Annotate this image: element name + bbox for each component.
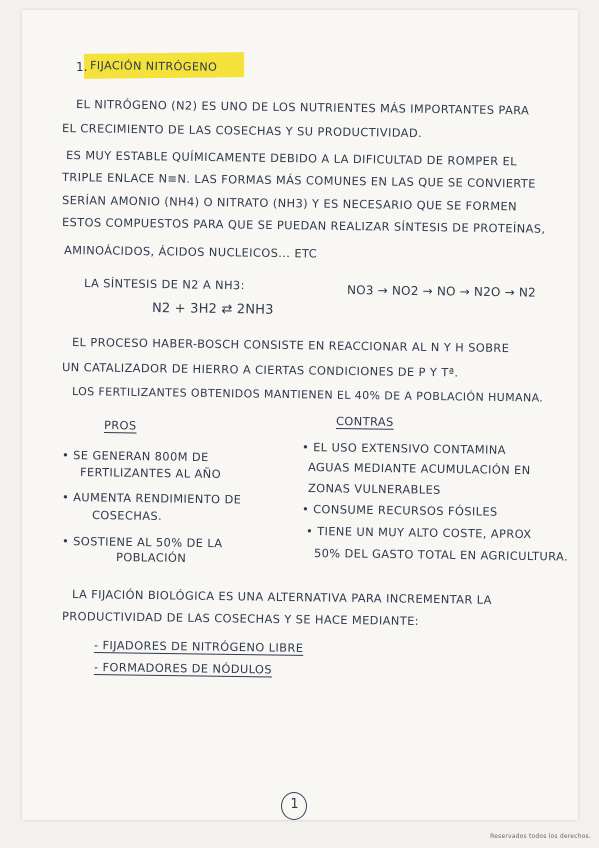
paragraph-1-line-2: EL CRECIMIENTO DE LAS COSECHAS Y SU PRODUCTIVIDAD. — [61, 121, 423, 141]
method-item-2: - FORMADORES DE NÓDULOS — [93, 660, 273, 677]
contras-item-2-line-1: • CONSUME RECURSOS FÓSILES — [301, 502, 498, 519]
pros-item-1-line-2: FERTILIZANTES AL AÑO — [79, 465, 222, 481]
pros-item-1-line-1: • SE GENERAN 800M DE — [61, 448, 209, 465]
contras-heading: CONTRAS — [335, 414, 394, 429]
paragraph-2-line-1: ES MUY ESTABLE QUÍMICAMENTE DEBIDO A LA DIFICULTAD DE ROMPER EL — [65, 148, 517, 169]
paragraph-3-line-2: UN CATALIZADOR DE HIERRO A CIERTAS CONDICIONES DE P Y Tª. — [61, 360, 459, 380]
paragraph-2-line-5: AMINOÁCIDOS, ÁCIDOS NUCLEICOS... ETC — [63, 243, 318, 261]
paragraph-4-line-1: LA FIJACIÓN BIOLÓGICA ES UNA ALTERNATIVA PARA INCREMENTAR LA — [71, 587, 493, 607]
pros-item-3-line-2: POBLACIÓN — [115, 550, 187, 565]
pros-item-2-line-1: • AUMENTA RENDIMIENTO DE — [61, 490, 242, 507]
pros-item-3-line-1: • SOSTIENE AL 50% DE LA — [61, 534, 223, 551]
method-item-1: - FIJADORES DE NITRÓGENO LIBRE — [93, 638, 304, 655]
contras-item-3-line-1: • TIENE UN MUY ALTO COSTE, APROX — [305, 524, 532, 542]
haber-equation: N2 + 3H2 ⇄ 2NH3 — [151, 301, 274, 318]
contras-item-3-line-2: 50% DEL GASTO TOTAL EN AGRICULTURA. — [313, 546, 569, 564]
paragraph-2-line-2: TRIPLE ENLACE N≡N. LAS FORMAS MÁS COMUNES EN LAS QUE SE CONVIERTE — [61, 170, 536, 191]
section-title: FIJACIÓN NITRÓGENO — [89, 59, 218, 74]
paragraph-3-line-1: EL PROCESO HABER-BOSCH CONSISTE EN REACCIONAR AL N Y H SOBRE — [71, 335, 510, 356]
page-number: 1 — [290, 797, 299, 812]
footer-mark: Reservados todos los derechos. — [490, 833, 591, 840]
contras-item-1-line-2: AGUAS MEDIANTE ACUMULACIÓN EN — [307, 460, 531, 478]
paragraph-4-line-2: PRODUCTIVIDAD DE LAS COSECHAS Y SE HACE MEDIANTE: — [61, 609, 420, 628]
section-number: 1. — [76, 60, 88, 74]
contras-item-1-line-3: ZONAS VULNERABLES — [307, 481, 441, 497]
paragraph-1-line-1: EL NITRÓGENO (N2) ES UNO DE LOS NUTRIENTES MÁS IMPORTANTES PARA — [75, 97, 530, 118]
contras-item-1-line-1: • EL USO EXTENSIVO CONTAMINA — [301, 440, 506, 457]
paragraph-2-line-3: SERÍAN AMONIO (NH4) O NITRATO (NH3) Y ES NECESARIO QUE SE FORMEN — [61, 193, 518, 214]
synthesis-label: LA SÍNTESIS DE N2 A NH3: — [83, 276, 245, 293]
nitrogen-chain: NO3 → NO2 → NO → N2O → N2 — [346, 283, 537, 300]
paragraph-3-line-3: LOS FERTILIZANTES OBTENIDOS MANTIENEN EL 40% DE A POBLACIÓN HUMANA. — [71, 385, 544, 405]
paragraph-2-line-4: ESTOS COMPUESTOS PARA QUE SE PUEDAN REALIZAR SÍNTESIS DE PROTEÍNAS, — [61, 215, 546, 236]
pros-heading: PROS — [103, 418, 137, 433]
pros-item-2-line-2: COSECHAS. — [91, 508, 163, 523]
